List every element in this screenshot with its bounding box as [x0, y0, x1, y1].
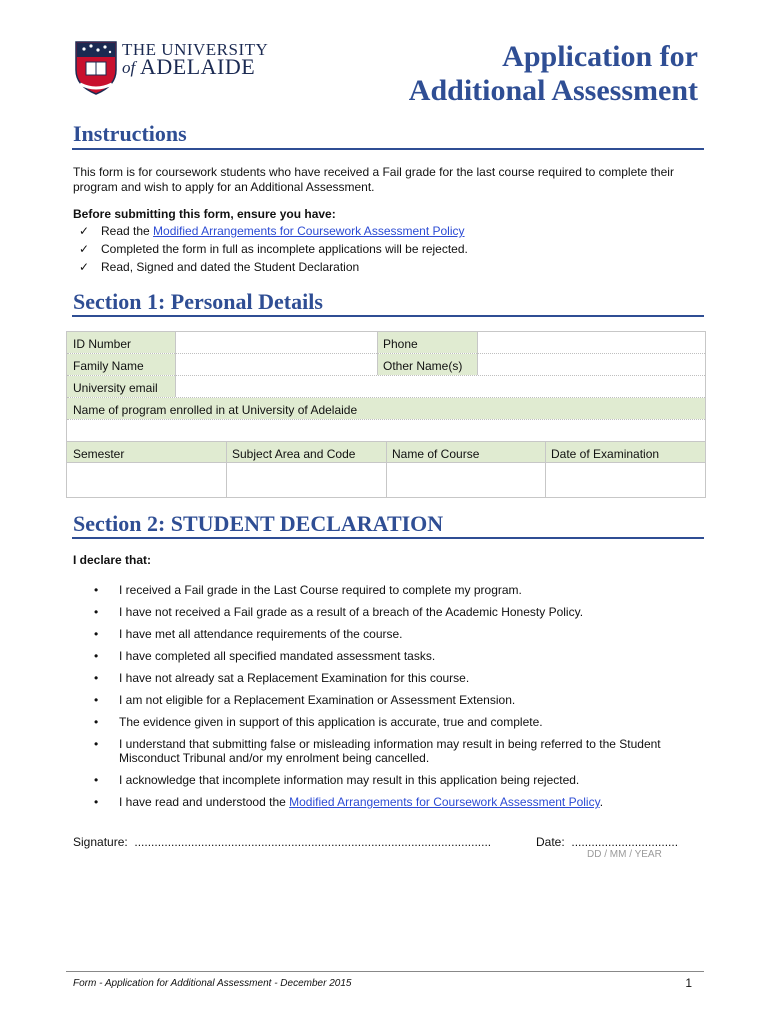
other-names-label: Other Name(s): [377, 354, 477, 375]
section1-divider: [72, 315, 704, 317]
id-number-field[interactable]: [175, 332, 377, 353]
declaration-text-pre: I have read and understood the: [119, 795, 290, 809]
logo-text-adelaide: ADELAIDE: [140, 54, 256, 79]
email-label: University email: [67, 376, 175, 397]
signature-line[interactable]: [73, 835, 491, 849]
declaration-text: I have completed all specified mandated assessment tasks.: [119, 649, 436, 663]
checklist-item: [79, 224, 465, 238]
section2-heading: Section 2: STUDENT DECLARATION: [73, 511, 444, 536]
bullet-icon: •: [94, 773, 99, 787]
program-field[interactable]: [67, 420, 705, 441]
declaration-text: The evidence given in support of this application is accurate, true and complete.: [119, 715, 543, 729]
bullet-icon: •: [94, 715, 99, 729]
family-name-field[interactable]: [175, 354, 377, 375]
family-name-label: Family Name: [67, 354, 175, 375]
email-field[interactable]: [175, 376, 705, 397]
table-gridline: [67, 397, 705, 398]
declaration-text: I have not already sat a Replacement Examination for this course.: [119, 671, 470, 685]
university-logo: [74, 40, 269, 96]
course-field[interactable]: [386, 463, 545, 496]
section2-divider: [72, 537, 704, 539]
table-gridline: [175, 332, 176, 397]
bullet-icon: •: [94, 737, 99, 751]
table-gridline: [67, 353, 705, 354]
university-crest-icon: [74, 40, 118, 96]
instructions-intro: This form is for coursework students who have received a Fail grade for the last course required to complete their program and wish to apply for an Additional Assessment.: [73, 165, 674, 194]
subject-field[interactable]: [226, 463, 386, 496]
checklist-item: [79, 242, 468, 256]
table-gridline: [377, 332, 378, 375]
signature-label: Signature:: [73, 835, 128, 849]
before-submitting-label: Before submitting this form, ensure you have:: [73, 207, 336, 221]
declaration-list: [90, 583, 690, 813]
table-gridline: [67, 419, 705, 420]
semester-field[interactable]: [67, 463, 226, 496]
phone-label: Phone: [377, 332, 477, 353]
instructions-divider: [72, 148, 704, 150]
table-gridline: [545, 442, 546, 497]
policy-link[interactable]: Modified Arrangements for Coursework Assessment Policy: [289, 795, 600, 809]
bullet-icon: •: [94, 583, 99, 597]
checklist-text: Read the: [101, 224, 154, 238]
footer-divider: [66, 971, 704, 972]
declare-label: I declare that:: [73, 553, 152, 567]
bullet-icon: •: [94, 795, 99, 809]
personal-details-table: [66, 331, 706, 498]
bullet-icon: •: [94, 627, 99, 641]
phone-field[interactable]: [477, 332, 705, 353]
title-line-2: Additional Assessment: [408, 74, 698, 107]
checklist-item: [79, 260, 359, 274]
checkmark-icon: ✓: [79, 242, 90, 256]
signature-dots: ...........................................................................................................: [134, 835, 492, 849]
program-label: Name of program enrolled in at University of Adelaide: [67, 398, 705, 419]
bullet-icon: •: [94, 605, 99, 619]
table-gridline: [477, 332, 478, 375]
checkmark-icon: ✓: [79, 224, 90, 238]
course-label: Name of Course: [386, 442, 545, 462]
document-title: [409, 40, 698, 108]
declaration-text: I have met all attendance requirements of the course.: [119, 627, 403, 641]
checklist-text: Read, Signed and dated the Student Declaration: [101, 260, 360, 274]
policy-link[interactable]: Modified Arrangements for Coursework Assessment Policy: [153, 224, 465, 238]
declaration-text: I acknowledge that incomplete information may result in this application being rejected.: [119, 773, 580, 787]
semester-label: Semester: [67, 442, 226, 462]
declaration-text: I received a Fail grade in the Last Course required to complete my program.: [119, 583, 522, 597]
declaration-text: I have not received a Fail grade as a result of a breach of the Academic Honesty Policy.: [119, 605, 584, 619]
table-gridline: [386, 442, 387, 497]
table-gridline: [226, 442, 227, 497]
subject-label: Subject Area and Code: [226, 442, 386, 462]
page-number: 1: [685, 976, 692, 990]
bullet-icon: •: [94, 649, 99, 663]
declaration-text: I understand that submitting false or misleading information may result in being referred to the Student Misconduct Tribunal and/or my enrolment being cancelled.: [119, 737, 661, 765]
section1-heading: Section 1: Personal Details: [73, 289, 323, 314]
declaration-text: [119, 795, 679, 809]
bullet-icon: •: [94, 693, 99, 707]
checkmark-icon: ✓: [79, 260, 90, 274]
table-gridline: [67, 375, 705, 376]
date-line[interactable]: [536, 835, 678, 849]
footer-text: Form - Application for Additional Assessment - December 2015: [73, 978, 352, 989]
date-label: Date:: [536, 835, 565, 849]
submission-checklist: [79, 224, 699, 280]
logo-text-of: of: [122, 58, 136, 77]
bullet-icon: •: [94, 671, 99, 685]
declaration-text: I am not eligible for a Replacement Examination or Assessment Extension.: [119, 693, 516, 707]
checklist-text: Completed the form in full as incomplete applications will be rejected.: [101, 242, 468, 256]
title-line-1: Application for: [502, 40, 698, 73]
exam-date-label: Date of Examination: [545, 442, 705, 462]
instructions-heading: Instructions: [73, 121, 187, 146]
declaration-text-post: .: [599, 795, 604, 809]
exam-date-field[interactable]: [545, 463, 705, 496]
logo-text-university: THE UNIVERSITY: [122, 40, 269, 59]
other-names-field[interactable]: [477, 354, 705, 375]
date-format-hint: DD / MM / YEAR: [587, 849, 662, 860]
id-number-label: ID Number: [67, 332, 175, 353]
date-dots: ................................: [571, 835, 679, 849]
